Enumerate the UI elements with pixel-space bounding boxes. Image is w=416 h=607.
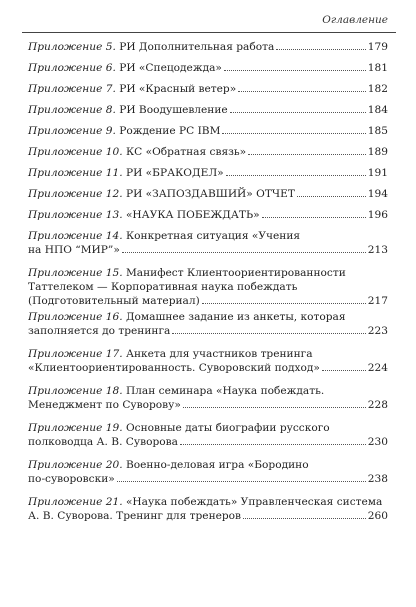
page-number: 185 — [367, 125, 388, 137]
toc-entry-line — [28, 458, 388, 472]
appendix-label: Приложение 14. — [28, 230, 123, 242]
dot-leader — [226, 175, 366, 176]
toc-entry-text — [28, 208, 260, 222]
dot-leader — [230, 112, 366, 113]
appendix-label: Приложение 9. — [28, 125, 116, 137]
appendix-label: Приложение 8. — [28, 104, 116, 116]
page-number: 181 — [367, 62, 388, 74]
entry-title: РИ «Спецодежда» — [115, 62, 222, 74]
page-number: 194 — [367, 188, 388, 200]
toc-entry-line — [28, 145, 388, 159]
toc-entry-line — [28, 310, 388, 324]
toc-entry-text — [28, 40, 274, 54]
toc-entry — [28, 103, 388, 124]
dot-leader — [222, 133, 365, 134]
toc-entry — [28, 310, 388, 347]
page-number: 191 — [367, 167, 388, 179]
dot-leader — [183, 407, 366, 408]
entry-title: по-суворовски» — [28, 473, 115, 485]
entry-title: Рождение PC IBM — [115, 125, 221, 137]
entry-title: Конкретная ситуация «Учения — [122, 230, 301, 242]
entry-title: «НАУКА ПОБЕЖДАТЬ» — [122, 209, 260, 221]
toc-entry-line — [28, 347, 388, 361]
toc-entry-line — [28, 398, 388, 412]
toc-entry-line — [28, 294, 388, 308]
toc-entry-line — [28, 208, 388, 222]
entry-title: полководца А. В. Суворова — [28, 436, 178, 448]
page-number: 213 — [367, 244, 388, 256]
entry-title: на НПО “МИР”» — [28, 244, 120, 256]
toc-entry — [28, 124, 388, 145]
toc-entry-line — [28, 103, 388, 117]
appendix-label: Приложение 20. — [28, 459, 123, 471]
page-number: 196 — [367, 209, 388, 221]
dot-leader — [172, 333, 365, 334]
toc-entry-line — [28, 421, 388, 435]
entry-title: РИ «ЗАПОЗДАВШИЙ» ОТЧЕТ — [122, 188, 295, 200]
toc-entry-line — [28, 509, 388, 523]
appendix-label: Приложение 15. — [28, 267, 123, 279]
toc-entry-text — [28, 103, 228, 117]
entry-title: Менеджмент по Суворову» — [28, 399, 181, 411]
page-number: 217 — [367, 295, 388, 307]
toc-entry — [28, 208, 388, 229]
appendix-label: Приложение 5. — [28, 41, 116, 53]
appendix-label: Приложение 21. — [28, 496, 123, 508]
appendix-label: Приложение 19. — [28, 422, 123, 434]
page-number: 179 — [367, 41, 388, 53]
toc-entry-line — [28, 243, 388, 257]
page-number: 230 — [367, 436, 388, 448]
toc-entry-line — [28, 324, 388, 338]
entry-title: КС «Обратная связь» — [122, 146, 247, 158]
toc-entry — [28, 495, 388, 532]
toc-entry-line — [28, 435, 388, 449]
page-number: 238 — [367, 473, 388, 485]
toc-entry — [28, 166, 388, 187]
toc-entry-line — [28, 495, 388, 509]
dot-leader — [322, 370, 366, 371]
page-number: 223 — [367, 325, 388, 337]
entry-title: заполняется до тренинга — [28, 325, 171, 337]
toc-entry — [28, 145, 388, 166]
toc-entry-line — [28, 40, 388, 54]
toc-entry-line — [28, 187, 388, 201]
appendix-label: Приложение 12. — [28, 188, 123, 200]
entry-title: Анкета для участников тренинга — [122, 348, 313, 360]
toc-entry-line — [28, 82, 388, 96]
toc-entry-text — [28, 124, 220, 138]
dot-leader — [243, 518, 366, 519]
page-number: 260 — [367, 510, 388, 522]
appendix-label: Приложение 10. — [28, 146, 123, 158]
dot-leader — [202, 303, 366, 304]
entry-title: (Подготовительный материал) — [28, 295, 200, 307]
toc-entry — [28, 61, 388, 82]
appendix-label: Приложение 13. — [28, 209, 123, 221]
dot-leader — [238, 91, 366, 92]
appendix-label: Приложение 17. — [28, 348, 123, 360]
toc-entry — [28, 82, 388, 103]
toc-entry-line — [28, 266, 388, 280]
dot-leader — [262, 217, 366, 218]
toc-entry-text — [28, 166, 224, 180]
page-number: 224 — [367, 362, 388, 374]
toc-entry-line — [28, 61, 388, 75]
page-number: 182 — [367, 83, 388, 95]
toc-entry-line — [28, 384, 388, 398]
toc-entry-text — [28, 187, 295, 201]
entry-title: РИ Дополнительная работа — [115, 41, 275, 53]
toc-entry-line — [28, 361, 388, 375]
dot-leader — [276, 49, 365, 50]
entry-title: Манифест Клиентоориентированности — [122, 267, 346, 279]
entry-title: РИ Воодушевление — [115, 104, 228, 116]
dot-leader — [117, 481, 366, 482]
toc-entry-text — [28, 145, 246, 159]
toc-entry-line — [28, 166, 388, 180]
page-number: 189 — [367, 146, 388, 158]
entry-title: «Наука побеждать» Управленческая система — [122, 496, 383, 508]
dot-leader — [248, 154, 366, 155]
toc-entry — [28, 421, 388, 458]
entry-title: Основные даты биографии русского — [122, 422, 330, 434]
appendix-label: Приложение 11. — [28, 167, 123, 179]
table-of-contents — [28, 40, 388, 532]
entry-title: РИ «БРАКОДЕЛ» — [122, 167, 224, 179]
toc-entry — [28, 458, 388, 495]
entry-title: Домашнее задание из анкеты, которая — [122, 311, 346, 323]
toc-entry-line — [28, 229, 388, 243]
dot-leader — [224, 70, 366, 71]
dot-leader — [122, 252, 366, 253]
entry-title: «Клиентоориентированность. Суворовский подход» — [28, 362, 320, 374]
toc-entry — [28, 40, 388, 61]
entry-title: Военно-деловая игра «Бородино — [122, 459, 309, 471]
toc-entry-text — [28, 82, 236, 96]
toc-entry — [28, 187, 388, 208]
entry-title: План семинара «Наука побеждать. — [122, 385, 325, 397]
toc-entry — [28, 266, 388, 310]
dot-leader — [180, 444, 366, 445]
running-title: Оглавление — [322, 14, 388, 26]
appendix-label: Приложение 6. — [28, 62, 116, 74]
toc-entry — [28, 384, 388, 421]
entry-title: Таттелеком — Корпоративная наука побеждать — [28, 281, 298, 293]
appendix-label: Приложение 18. — [28, 385, 123, 397]
toc-entry — [28, 347, 388, 384]
entry-title: А. В. Суворова. Тренинг для тренеров — [28, 510, 242, 522]
page-number: 228 — [367, 399, 388, 411]
toc-entry-line — [28, 280, 388, 294]
appendix-label: Приложение 7. — [28, 83, 116, 95]
page-number: 184 — [367, 104, 388, 116]
appendix-label: Приложение 16. — [28, 311, 123, 323]
dot-leader — [297, 196, 366, 197]
toc-entry-line — [28, 124, 388, 138]
header-rule — [22, 32, 396, 33]
entry-title: РИ «Красный ветер» — [115, 83, 237, 95]
toc-entry — [28, 229, 388, 266]
toc-entry-line — [28, 472, 388, 486]
toc-entry-text — [28, 61, 222, 75]
